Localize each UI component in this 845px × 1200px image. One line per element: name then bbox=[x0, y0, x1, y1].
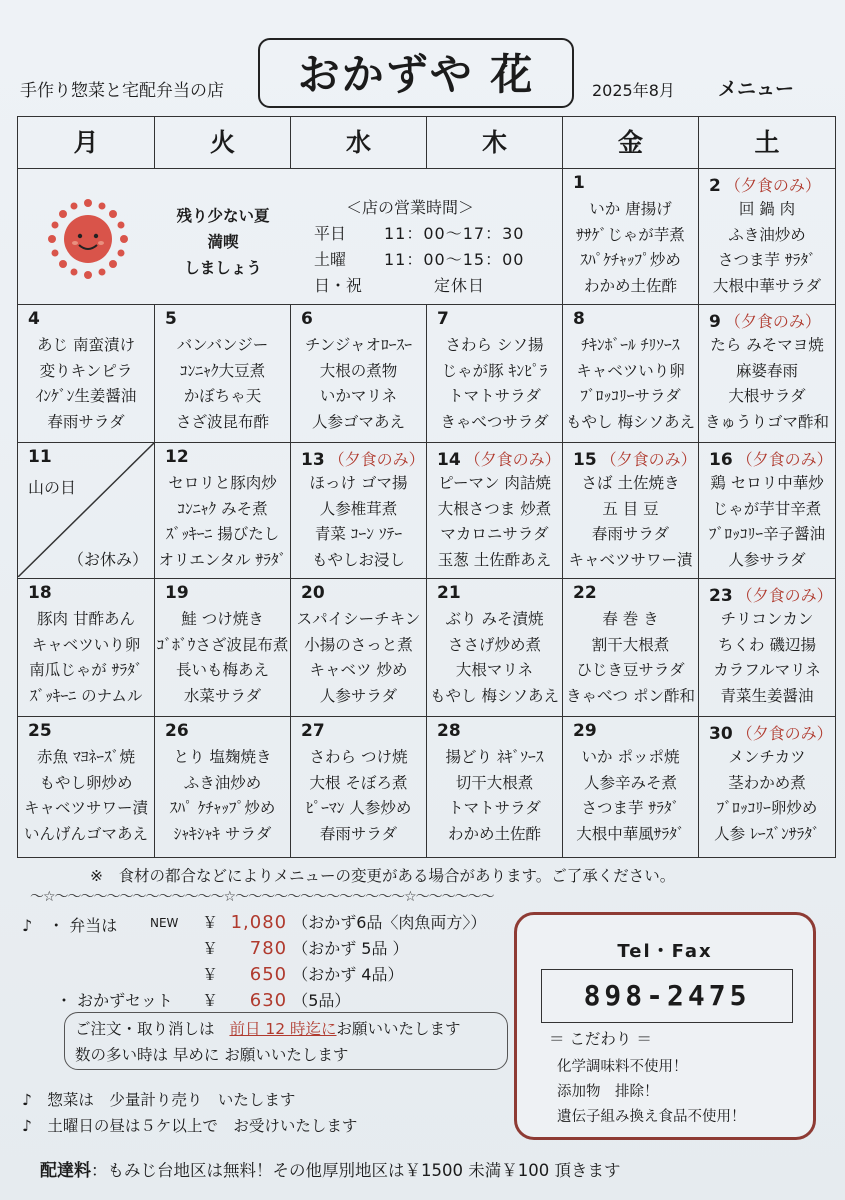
day-number: 7 bbox=[437, 309, 449, 329]
day-cell bbox=[563, 169, 699, 305]
menu-item: 赤魚 ﾏﾖﾈｰｽﾞ焼 bbox=[37, 748, 135, 766]
delivery-label: 配達料 bbox=[40, 1161, 91, 1181]
order-note-box bbox=[64, 1012, 508, 1070]
menu-item: ｽﾞｯｷｰﾆ 揚びたし bbox=[165, 525, 280, 543]
day-cell bbox=[291, 443, 427, 579]
menu-item: いんげんゴマあえ bbox=[23, 824, 148, 843]
weekday-thu: 木 bbox=[427, 117, 563, 169]
day-number: 21 bbox=[437, 583, 461, 603]
menu-item: キャベツ 炒め bbox=[309, 661, 408, 679]
menu-item: ふき油炒め bbox=[728, 225, 806, 244]
day-number: 30 （夕食のみ） bbox=[709, 724, 833, 744]
menu-item: ちくわ 磯辺揚 bbox=[718, 635, 816, 654]
notice-block bbox=[18, 169, 563, 305]
price-row: ￥ 780 （おかず 5品 ） bbox=[202, 938, 409, 959]
day-number: 2 （夕食のみ） bbox=[709, 176, 821, 196]
dinner-only-note: （夕食のみ） bbox=[736, 724, 833, 743]
day-number: 23 （夕食のみ） bbox=[709, 586, 833, 606]
day-number: 26 bbox=[165, 721, 189, 741]
kodawari-title: ＝ こだわり ＝ bbox=[549, 1030, 652, 1048]
day-cell bbox=[18, 579, 155, 717]
phone-number[interactable]: 898-2475 bbox=[541, 969, 793, 1023]
menu-item: さざ波昆布酢 bbox=[175, 412, 269, 431]
shop-subtitle: 手作り惣菜と宅配弁当の店 bbox=[20, 81, 224, 101]
day-cell bbox=[427, 443, 563, 579]
menu-items bbox=[699, 197, 835, 299]
day-cell bbox=[291, 717, 427, 857]
day-number: 20 bbox=[301, 583, 325, 603]
menu-item: 人参辛みそ煮 bbox=[583, 773, 677, 792]
menu-item: 人参ゴマあえ bbox=[311, 412, 405, 431]
notice-line-2: 満喫 bbox=[207, 233, 239, 251]
menu-item: さば 土佐焼き bbox=[581, 474, 680, 492]
day-number: 8 bbox=[573, 309, 585, 329]
notice-line-3: しましょう bbox=[184, 259, 262, 277]
weekday-tue: 火 bbox=[155, 117, 291, 169]
day-number: 22 bbox=[573, 583, 597, 603]
day-cell bbox=[155, 717, 291, 857]
dinner-only-note: （夕食のみ） bbox=[464, 450, 561, 469]
dinner-only-note: （夕食のみ） bbox=[736, 450, 833, 469]
menu-item: チンジャオﾛｰｽｰ bbox=[304, 336, 413, 354]
day-cell bbox=[155, 579, 291, 717]
menu-item: いか ポッポ焼 bbox=[581, 748, 680, 766]
day-number: 29 bbox=[573, 721, 597, 741]
day-cell bbox=[563, 305, 699, 443]
business-hours bbox=[314, 195, 524, 299]
menu-item: カラフルマリネ bbox=[713, 661, 821, 679]
wavy-divider: 〜☆〜〜〜〜〜〜〜〜〜〜〜〜〜☆〜〜〜〜〜〜〜〜〜〜〜〜〜☆〜〜〜〜〜〜 bbox=[30, 889, 494, 905]
menu-item: 小揚のさっと煮 bbox=[304, 635, 413, 654]
menu-item: ふき油炒め bbox=[183, 773, 262, 792]
menu-item: さわら つけ焼 bbox=[309, 748, 408, 766]
menu-item: ｺﾞﾎﾞｳさざ波昆布煮 bbox=[156, 635, 289, 654]
menu-item: 切干大根煮 bbox=[455, 773, 534, 792]
day-number: 1 bbox=[573, 173, 585, 193]
menu-item: いか 唐揚げ bbox=[589, 200, 672, 218]
dinner-only-note: （夕食のみ） bbox=[328, 450, 425, 469]
menu-item: わかめ土佐酢 bbox=[447, 824, 541, 843]
menu-item: ささげ炒め煮 bbox=[447, 635, 541, 654]
menu-items bbox=[563, 745, 698, 847]
day-cell bbox=[18, 717, 155, 857]
kodawari-item: 遺伝子組み換え食品不使用！ bbox=[557, 1109, 746, 1125]
day-cell bbox=[427, 717, 563, 857]
menu-items bbox=[699, 471, 835, 573]
menu-item: もやし 梅シソあえ bbox=[566, 412, 695, 431]
menu-item: 五 目 豆 bbox=[602, 499, 659, 518]
day-cell bbox=[699, 305, 835, 443]
hours-row: 平日 11：00〜17：30 bbox=[314, 224, 525, 243]
summer-notice bbox=[168, 203, 278, 281]
day-number: 19 bbox=[165, 583, 189, 603]
price-row: ￥ 1,080 （おかず6品〈肉魚両方〉） bbox=[202, 912, 487, 933]
menu-item: きゃべつサラダ bbox=[440, 412, 549, 431]
day-number: 13 （夕食のみ） bbox=[301, 450, 425, 470]
day-cell bbox=[155, 443, 291, 579]
menu-item: ほっけ ゴマ揚 bbox=[309, 474, 408, 492]
menu-item: 春雨サラダ bbox=[47, 412, 125, 431]
menu-item: 大根中華風ｻﾗﾀﾞ bbox=[576, 824, 685, 843]
menu-item: 大根中華サラダ bbox=[712, 276, 822, 295]
menu-item: かぼちゃ天 bbox=[183, 387, 262, 405]
weekday-mon: 月 bbox=[18, 117, 155, 169]
menu-calendar bbox=[17, 116, 836, 858]
day-number: 15 （夕食のみ） bbox=[573, 450, 697, 470]
order-deadline: ご注文・取り消しは 前日 12 時迄にお願いいたします bbox=[75, 1020, 461, 1038]
menu-item: キャベツサワー漬 bbox=[23, 799, 148, 817]
sozai-note: ♪ 惣菜は 少量計り売り いたします bbox=[22, 1091, 296, 1109]
menu-items bbox=[155, 333, 290, 435]
menu-items bbox=[291, 471, 426, 573]
menu-item: じゃが芋甘辛煮 bbox=[712, 499, 822, 518]
menu-item: 豚肉 甘酢あん bbox=[37, 610, 135, 628]
menu-item: とり 塩麹焼き bbox=[173, 748, 272, 766]
menu-items bbox=[563, 333, 698, 435]
menu-item: 人参椎茸煮 bbox=[319, 499, 398, 518]
menu-item: トマトサラダ bbox=[448, 387, 541, 405]
dinner-only-note: （夕食のみ） bbox=[736, 586, 833, 605]
hours-title: ＜店の営業時間＞ bbox=[346, 198, 475, 217]
menu-item: オリエンタル ｻﾗﾀﾞ bbox=[158, 550, 287, 569]
saturday-note: ♪ 土曜日の昼は５ケ以上で お受けいたします bbox=[22, 1117, 358, 1135]
delivery-fee bbox=[40, 1156, 620, 1181]
day-number: 25 bbox=[28, 721, 52, 741]
menu-item: きゃべつ ポン酢和 bbox=[566, 686, 695, 705]
day-cell bbox=[699, 579, 835, 717]
menu-item: もやしお浸し bbox=[311, 550, 405, 569]
menu-item: 大根の煮物 bbox=[319, 361, 398, 380]
menu-item: ピーマン 肉詰焼 bbox=[438, 474, 551, 492]
menu-items bbox=[155, 471, 290, 573]
dinner-only-note: （夕食のみ） bbox=[724, 176, 821, 195]
menu-item: 麻婆春雨 bbox=[735, 361, 798, 380]
day-number: 12 bbox=[165, 447, 189, 467]
menu-item: 割干大根煮 bbox=[591, 635, 670, 654]
day-cell bbox=[18, 305, 155, 443]
day-cell bbox=[291, 305, 427, 443]
menu-item: わかめ土佐酢 bbox=[583, 276, 677, 295]
weekday-sat: 土 bbox=[699, 117, 835, 169]
menu-items bbox=[155, 745, 290, 847]
change-notice: ※ 食材の都合などによりメニューの変更がある場合があります。ご了承ください。 bbox=[90, 867, 676, 885]
menu-items bbox=[563, 607, 698, 709]
set-price-row: ￥ 630 （5品） bbox=[202, 990, 351, 1011]
weekday-fri: 金 bbox=[563, 117, 699, 169]
dinner-only-note: （夕食のみ） bbox=[600, 450, 697, 469]
menu-item: きゅうりゴマ酢和 bbox=[704, 412, 829, 431]
day-cell bbox=[563, 443, 699, 579]
menu-item: 大根サラダ bbox=[728, 387, 806, 405]
holiday-name: 山の日 bbox=[28, 478, 77, 497]
day-cell bbox=[427, 305, 563, 443]
delivery-text: ：もみじ台地区は無料！その他厚別地区は￥1500 未満￥100 頂きます bbox=[91, 1161, 621, 1180]
menu-items bbox=[155, 607, 290, 709]
menu-item: スパイシーチキン bbox=[296, 610, 421, 628]
menu-item: 大根さつま 炒煮 bbox=[437, 499, 552, 518]
menu-item: キャベツいり卵 bbox=[31, 635, 141, 654]
day-number: 6 bbox=[301, 309, 313, 329]
day-cell bbox=[291, 579, 427, 717]
menu-item: 春雨サラダ bbox=[319, 824, 398, 843]
day-cell bbox=[563, 579, 699, 717]
menu-item: 回 鍋 肉 bbox=[738, 200, 796, 218]
menu-items bbox=[427, 745, 562, 847]
price-row: ￥ 650 （おかず 4品） bbox=[202, 964, 404, 985]
menu-items bbox=[291, 607, 426, 709]
menu-item: キャベツサワー漬 bbox=[568, 550, 693, 569]
menu-item: 青菜 ｺｰﾝ ｿﾃｰ bbox=[314, 525, 403, 543]
menu-items bbox=[427, 333, 562, 435]
menu-item: ｽﾊﾟ ｹﾁｬｯﾌﾟ炒め bbox=[169, 799, 276, 817]
menu-item: ｽﾊﾟｹﾁｬｯﾌﾟ炒め bbox=[580, 251, 681, 269]
menu-item: 長いも梅あえ bbox=[175, 661, 269, 679]
menu-item: 大根マリネ bbox=[455, 661, 534, 679]
tel-fax-label: Tel・Fax bbox=[617, 941, 713, 962]
menu-item: 人参サラダ bbox=[319, 686, 398, 705]
set-label: ・ おかずセット bbox=[56, 991, 173, 1010]
menu-item: さわら シソ揚 bbox=[445, 336, 544, 354]
menu-item: ｲﾝｹﾞﾝ生姜醤油 bbox=[35, 387, 137, 405]
menu-items bbox=[291, 333, 426, 435]
day-number: 14 （夕食のみ） bbox=[437, 450, 561, 470]
menu-items bbox=[427, 471, 562, 573]
menu-item: じゃが豚 ｷﾝﾋﾟﾗ bbox=[441, 361, 548, 380]
menu-item: もやし卵炒め bbox=[39, 773, 133, 792]
bento-label: ♪ ・ 弁当は bbox=[22, 916, 118, 935]
menu-item: セロリと豚肉炒 bbox=[168, 474, 277, 492]
menu-items bbox=[18, 607, 154, 709]
menu-item: 青菜生姜醤油 bbox=[720, 686, 814, 705]
day-number: 27 bbox=[301, 721, 325, 741]
menu-item: さつま芋 ｻﾗﾀﾞ bbox=[718, 251, 816, 269]
menu-item: いかマリネ bbox=[319, 387, 398, 405]
weekday-wed: 水 bbox=[291, 117, 427, 169]
menu-item: キャベツいり卵 bbox=[576, 361, 685, 380]
hours-row: 日・祝 定休日 bbox=[314, 276, 486, 295]
menu-item: 人参サラダ bbox=[728, 550, 806, 569]
menu-title: メニュー bbox=[718, 78, 795, 100]
menu-item: ｽﾞｯｷｰﾆ のナムル bbox=[29, 686, 143, 705]
menu-item: 鮭 つけ焼き bbox=[181, 610, 264, 628]
menu-item: 春雨サラダ bbox=[591, 525, 670, 543]
kodawari-item: 化学調味料不使用！ bbox=[557, 1059, 688, 1075]
new-badge: NEW bbox=[150, 916, 179, 930]
menu-item: さつま芋 ｻﾗﾀﾞ bbox=[581, 799, 680, 817]
menu-item: トマトサラダ bbox=[448, 799, 541, 817]
menu-item: ﾌﾞﾛｯｺﾘｰサラダ bbox=[580, 387, 681, 405]
menu-item: ﾋﾟｰﾏﾝ 人参炒め bbox=[305, 799, 412, 817]
menu-item: 人参 ﾚｰｽﾞﾝｻﾗﾀﾞ bbox=[714, 824, 820, 843]
menu-item: ｻｻｹﾞじゃが芋煮 bbox=[576, 225, 685, 244]
menu-items bbox=[699, 607, 835, 709]
day-number: 18 bbox=[28, 583, 52, 603]
holiday-cell bbox=[18, 443, 155, 579]
menu-item: 南瓜じゃが ｻﾗﾀﾞ bbox=[29, 661, 143, 679]
menu-item: ｼｬｷｼｬｷ サラダ bbox=[173, 824, 272, 843]
menu-items bbox=[18, 333, 154, 435]
day-number: 5 bbox=[165, 309, 177, 329]
menu-item: 大根 そぼろ煮 bbox=[309, 773, 408, 792]
shop-name: おかずや 花 bbox=[258, 38, 574, 108]
day-cell bbox=[155, 305, 291, 443]
menu-item: チリコンカン bbox=[720, 610, 814, 628]
menu-month: 2025年8月 bbox=[592, 81, 675, 100]
dinner-only-note: （夕食のみ） bbox=[724, 312, 821, 331]
menu-item: 茎わかめ煮 bbox=[728, 773, 806, 792]
kodawari-item: 添加物 排除！ bbox=[557, 1084, 659, 1100]
menu-items bbox=[563, 471, 698, 573]
menu-item: 玉葱 土佐酢あえ bbox=[437, 550, 552, 569]
menu-item: ﾌﾞﾛｯｺﾘｰ辛子醤油 bbox=[708, 525, 826, 543]
menu-item: ｺﾝﾆｬｸ大豆煮 bbox=[179, 361, 266, 380]
day-cell bbox=[427, 579, 563, 717]
menu-item: 水菜サラダ bbox=[183, 686, 262, 705]
day-number: 9 （夕食のみ） bbox=[709, 312, 821, 332]
day-number: 11 bbox=[28, 447, 52, 467]
menu-item: たら みそマヨ焼 bbox=[710, 336, 824, 354]
day-number: 28 bbox=[437, 721, 461, 741]
day-cell bbox=[699, 169, 835, 305]
menu-item: バンバンジー bbox=[176, 336, 269, 354]
menu-item: ひじき豆サラダ bbox=[576, 661, 685, 679]
menu-items bbox=[699, 745, 835, 847]
order-early: 数の多い時は 早めに お願いいたします bbox=[75, 1046, 349, 1064]
day-number: 16 （夕食のみ） bbox=[709, 450, 833, 470]
menu-item: 揚どり ﾈｷﾞｿｰｽ bbox=[445, 748, 544, 766]
closed-label: （お休み） bbox=[68, 550, 149, 569]
menu-items bbox=[427, 607, 562, 709]
menu-item: メンチカツ bbox=[728, 748, 806, 766]
day-cell bbox=[699, 443, 835, 579]
menu-items bbox=[18, 745, 154, 847]
menu-item: 鶏 セロリ中華炒 bbox=[710, 474, 824, 492]
menu-item: あじ 南蛮漬け bbox=[37, 336, 135, 354]
notice-line-1: 残り少ない夏 bbox=[176, 207, 270, 225]
menu-items bbox=[699, 333, 835, 435]
menu-item: ｺﾝﾆｬｸ みそ煮 bbox=[177, 499, 268, 518]
menu-items bbox=[291, 745, 426, 847]
menu-item: ぶり みそ漬焼 bbox=[445, 610, 544, 628]
menu-item: 春 巻 き bbox=[602, 610, 659, 628]
menu-item: ﾁｷﾝﾎﾞｰﾙ ﾁﾘｿｰｽ bbox=[581, 336, 680, 354]
day-cell bbox=[699, 717, 835, 857]
menu-items bbox=[563, 197, 698, 299]
day-cell bbox=[563, 717, 699, 857]
menu-item: ﾌﾞﾛｯｺﾘｰ卵炒め bbox=[716, 799, 818, 817]
menu-item: もやし 梅シソあえ bbox=[430, 686, 559, 705]
menu-item: 変りキンピラ bbox=[39, 361, 133, 380]
contact-box bbox=[514, 912, 816, 1140]
sun-face-icon bbox=[46, 197, 130, 281]
menu-item: マカロニサラダ bbox=[440, 525, 549, 543]
day-number: 4 bbox=[28, 309, 40, 329]
hours-row: 土曜 11：00〜15：00 bbox=[314, 250, 525, 269]
